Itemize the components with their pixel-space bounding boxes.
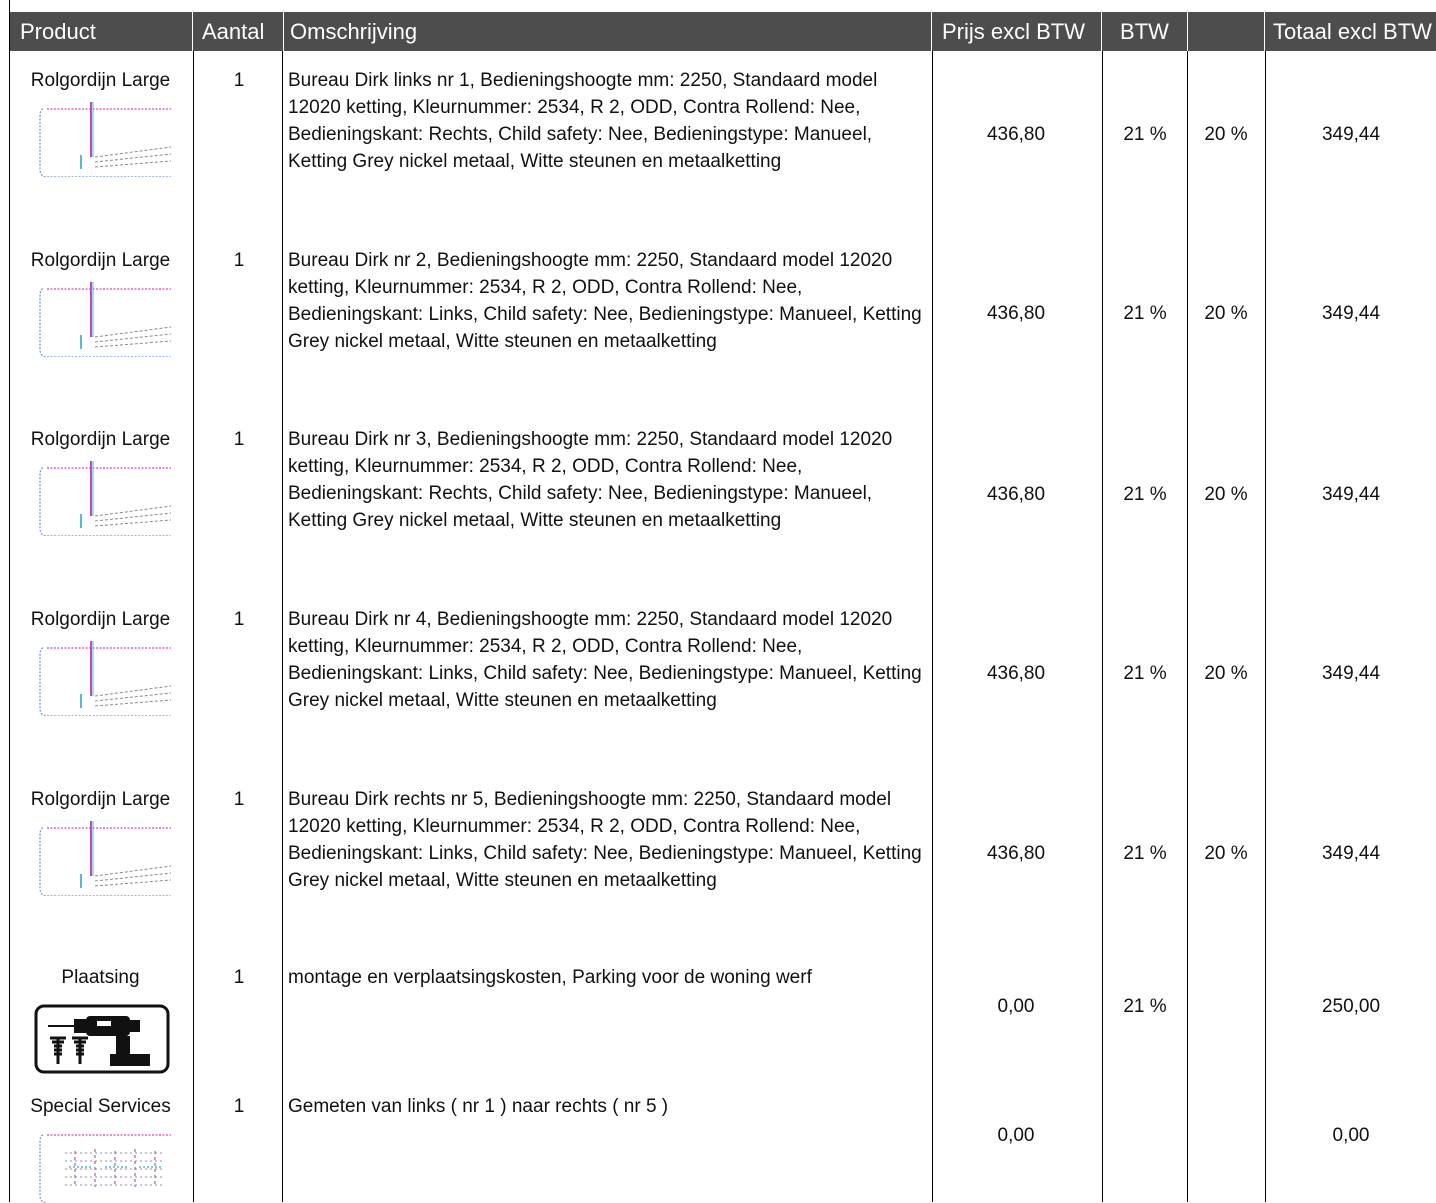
product-name: Special Services — [30, 1096, 171, 1117]
table-header — [10, 12, 1436, 51]
column-divider — [932, 51, 933, 1202]
quantity: 1 — [233, 250, 245, 271]
total-excl-vat: 349,44 — [1321, 303, 1381, 324]
description: Bureau Dirk nr 2, Bedieningshoogte mm: 2250, Standaard model 12020 ketting, Kleurnummer: 2534, R 2, ODD, Contra Rollend: Nee, Bedieningskant: Links, Child safety: Nee, Bedieningstype: Manueel, Ketting Grey nickel metaal, Witte steunen en metaalketting — [288, 250, 922, 352]
price-excl-vat: 0,00 — [997, 996, 1035, 1017]
header-aantal: Aantal — [193, 12, 284, 51]
product-name: Rolgordijn Large — [30, 429, 171, 450]
quantity: 1 — [233, 70, 245, 91]
drill-icon — [34, 1004, 170, 1074]
roller-blind-thumbnail-icon — [35, 456, 173, 536]
header-totaal: Totaal excl BTW — [1273, 19, 1432, 44]
total-excl-vat: 349,44 — [1321, 663, 1381, 684]
total-excl-vat: 250,00 — [1321, 996, 1381, 1017]
column-divider — [1187, 51, 1188, 1202]
vat-rate: 21 % — [1123, 843, 1167, 864]
total-excl-vat: 349,44 — [1321, 124, 1381, 145]
vat-rate: 21 % — [1123, 303, 1167, 324]
quantity: 1 — [233, 429, 245, 450]
vat-rate: 21 % — [1123, 663, 1167, 684]
description: montage en verplaatsingskosten, Parking voor de woning werf — [288, 967, 812, 988]
description: Bureau Dirk nr 3, Bedieningshoogte mm: 2250, Standaard model 12020 ketting, Kleurnummer: 2534, R 2, ODD, Contra Rollend: Nee, Bedieningskant: Rechts, Child safety: Nee, Bedieningstype: Manueel, Ketting Grey nickel metaal, Witte steunen en metaalketting — [288, 429, 893, 531]
product-name: Rolgordijn Large — [30, 70, 171, 91]
roller-blind-thumbnail-icon — [35, 636, 173, 716]
discount: 20 % — [1204, 663, 1248, 684]
column-divider — [1265, 51, 1266, 1202]
description: Gemeten van links ( nr 1 ) naar rechts ( nr 5 ) — [288, 1096, 669, 1117]
total-excl-vat: 349,44 — [1321, 843, 1381, 864]
discount: 20 % — [1204, 124, 1248, 145]
discount: 20 % — [1204, 484, 1248, 505]
header-prijs: Prijs excl BTW — [932, 12, 1102, 51]
vat-rate: 21 % — [1123, 124, 1167, 145]
discount: 20 % — [1204, 843, 1248, 864]
quantity: 1 — [233, 789, 245, 810]
total-excl-vat: 349,44 — [1321, 484, 1381, 505]
header-omschrijving: Omschrijving — [284, 12, 932, 51]
discount: 20 % — [1204, 303, 1248, 324]
header-product: Product — [10, 12, 193, 51]
quantity: 1 — [233, 967, 245, 988]
header-btw: BTW — [1102, 12, 1188, 51]
price-excl-vat: 436,80 — [986, 124, 1046, 145]
quantity: 1 — [233, 609, 245, 630]
price-excl-vat: 436,80 — [986, 843, 1046, 864]
product-name: Rolgordijn Large — [30, 789, 171, 810]
column-divider — [1102, 51, 1103, 1202]
total-excl-vat: 0,00 — [1332, 1125, 1370, 1146]
vat-rate: 21 % — [1123, 996, 1167, 1017]
product-name: Rolgordijn Large — [30, 609, 171, 630]
quantity: 1 — [233, 1096, 245, 1117]
product-name: Plaatsing — [61, 967, 140, 988]
roller-blind-thumbnail-icon — [35, 277, 173, 357]
roller-blind-thumbnail-icon — [35, 816, 173, 896]
description: Bureau Dirk links nr 1, Bedieningshoogte mm: 2250, Standaard model 12020 ketting, Kleurnummer: 2534, R 2, ODD, Contra Rollend: Nee, Bedieningskant: Rechts, Child safety: Nee, Bedieningstype: Manueel, Ketting Grey nickel metaal, Witte steunen en metaalketting — [288, 70, 878, 172]
quote-table — [9, 0, 1436, 1202]
header-korting — [1188, 12, 1265, 51]
product-name: Rolgordijn Large — [30, 250, 171, 271]
price-excl-vat: 0,00 — [997, 1125, 1035, 1146]
description: Bureau Dirk rechts nr 5, Bedieningshoogte mm: 2250, Standaard model 12020 ketting, Kleurnummer: 2534, R 2, ODD, Contra Rollend: Nee, Bedieningskant: Links, Child safety: Nee, Bedieningstype: Manueel, Ketting Grey nickel metaal, Witte steunen en metaalketting — [288, 789, 922, 891]
special-services-thumbnail-icon — [35, 1123, 173, 1203]
vat-rate: 21 % — [1123, 484, 1167, 505]
price-excl-vat: 436,80 — [986, 484, 1046, 505]
description: Bureau Dirk nr 4, Bedieningshoogte mm: 2250, Standaard model 12020 ketting, Kleurnummer: 2534, R 2, ODD, Contra Rollend: Nee, Bedieningskant: Links, Child safety: Nee, Bedieningstype: Manueel, Ketting Grey nickel metaal, Witte steunen en metaalketting — [288, 609, 922, 711]
price-excl-vat: 436,80 — [986, 303, 1046, 324]
price-excl-vat: 436,80 — [986, 663, 1046, 684]
roller-blind-thumbnail-icon — [35, 97, 173, 177]
